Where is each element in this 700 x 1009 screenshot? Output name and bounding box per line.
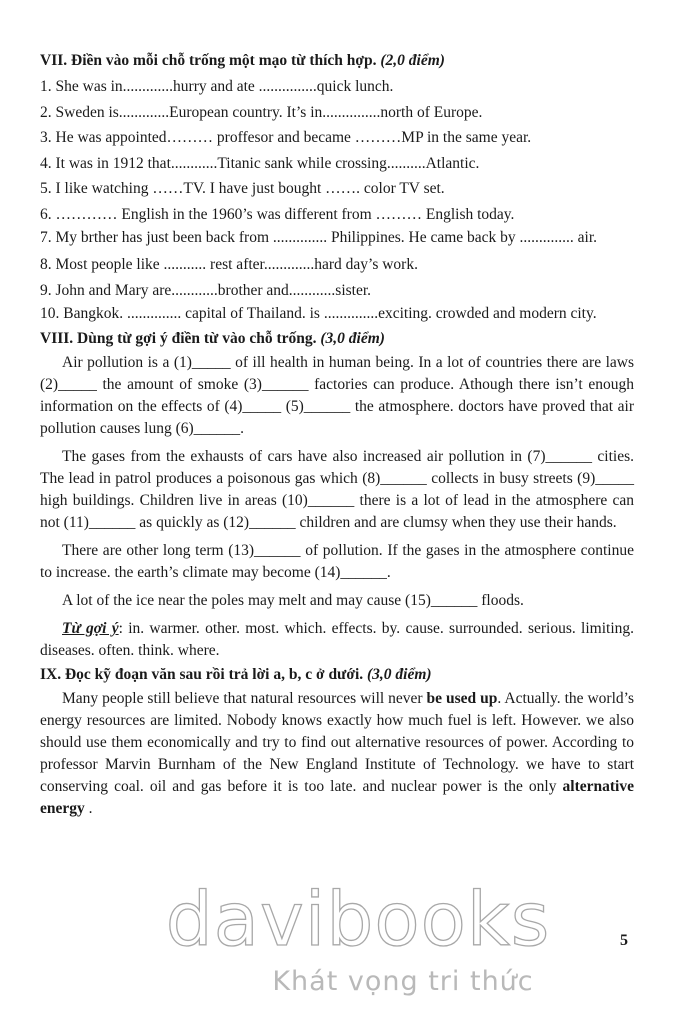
article-item-3: 3. He was appointed……… proffesor and became ………MP in the same year.	[40, 129, 532, 146]
passage-paragraph-1: Air pollution is a (1)_____ of ill health in human being. In a lot of countries there are laws (2)_____ the amount of smoke (3)______ factories can produce. Athough there isn’t enough information on the effects of (4)_____ (5)______ the atmosphere. doctors have proved that air pollution causes lung (6)______.	[40, 354, 634, 437]
section-8-heading: VIII. Dùng từ gợi ý điền từ vào chỗ trống.	[40, 330, 317, 347]
article-item-9: 9. John and Mary are............brother and............sister.	[40, 281, 372, 299]
passage-paragraph-2: The gases from the exhausts of cars have also increased air pollution in (7)______ cities. The lead in patrol produces a poisonous gas which (8)______ collects in busy streets (9)_____ high buildings. Children live in areas (10)______ there is a lot of lead in the atmosphere can not (11)______ as quickly as (12)______ children and are clumsy when they use their hands.	[40, 448, 634, 531]
page-number: 5	[620, 932, 628, 949]
article-item-10: 10. Bangkok. .............. capital of Thailand. is ..............exciting. crowded and modern city.	[40, 305, 597, 322]
word-hints-label: Từ gợi ý	[62, 620, 119, 637]
article-item-1: 1. She was in.............hurry and ate ...............quick lunch.	[40, 78, 394, 95]
reading-text-1: Many people still believe that natural resources will never	[62, 690, 427, 707]
word-hints	[40, 618, 634, 662]
document-page	[40, 50, 634, 826]
article-item-6: 6. ………… English in the 1960’s was different from ……… English today.	[40, 205, 515, 223]
article-item-8: 8. Most people like ........... rest after.............hard day’s work.	[40, 256, 418, 273]
section-9-title	[40, 664, 634, 686]
reading-text-2: . Actually. the world’s energy resources are limited. Nobody knows exactly how much fuel is left. However. we also should use them economically and try to find out alternative resources of power. According to professor Marvin Burnham of the New England Institute of Technology. we have to start conserving coal. oil and gas before it is too late. and nuclear power is the only	[40, 690, 634, 795]
watermark-tagline: Khát vọng tri thức	[272, 966, 534, 997]
section-7-heading: VII. Điền vào mỗi chỗ trống một mạo từ thích hợp.	[40, 52, 377, 69]
section-9-score: (3,0 điểm)	[367, 666, 432, 683]
section-8-score: (3,0 điểm)	[320, 330, 385, 347]
article-item-4: 4. It was in 1912 that............Titanic sank while crossing..........Atlantic.	[40, 154, 480, 172]
reading-text-3: .	[84, 800, 93, 817]
reading-bold-phrase-1: be used up	[426, 690, 498, 707]
passage-paragraph-4: A lot of the ice near the poles may melt and may cause (15)______ floods.	[62, 592, 524, 609]
article-item-7: 7. My brther has just been back from .............. Philippines. He came back by .............. air.	[40, 229, 598, 246]
section-7-title	[40, 50, 634, 72]
article-item-5: 5. I like watching ……TV. I have just bought ……. color TV set.	[40, 180, 445, 197]
passage-paragraph-3: There are other long term (13)______ of pollution. If the gases in the atmosphere continue to increase. the earth’s climate may become (14)______.	[40, 542, 634, 581]
watermark-logo: davibooks	[165, 877, 551, 963]
reading-passage	[40, 688, 634, 820]
reading-bold-phrase-2: alternative energy	[40, 778, 634, 817]
article-item-2: 2. Sweden is.............European country. It’s in...............north of Europe.	[40, 103, 483, 121]
word-hints-list: : in. warmer. other. most. which. effects. by. cause. surrounded. serious. limiting. diseases. often. think. where.	[40, 620, 635, 659]
section-7-score: (2,0 điểm)	[380, 52, 445, 69]
section-9-heading: IX. Đọc kỹ đoạn văn sau rồi trả lời a, b, c ở dưới.	[40, 666, 364, 683]
section-8-title	[40, 328, 634, 350]
